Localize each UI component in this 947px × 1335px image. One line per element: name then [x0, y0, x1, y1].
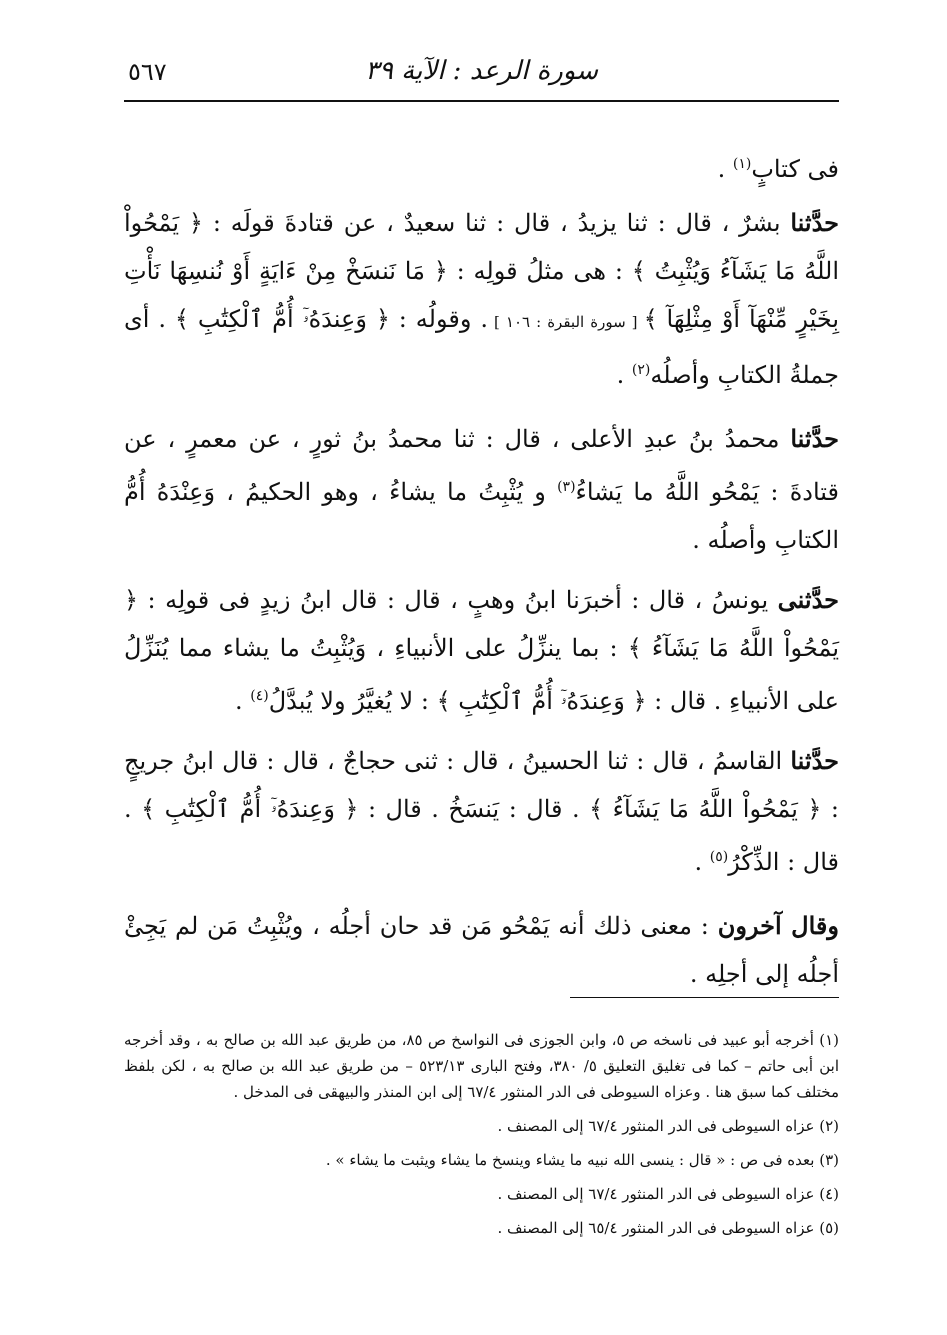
- footnote-marker: (٤): [250, 688, 269, 704]
- text-segment: .: [717, 155, 733, 183]
- surah-reference: [ سورة البقرة : ١٠٦ ]: [487, 313, 644, 331]
- text-segment: .: [616, 361, 632, 389]
- footnote-4: (٤) عزاه السيوطى فى الدر المنثور ٦٧/٤ إلى المصنف .: [497, 1185, 839, 1203]
- paragraph-3: [124, 415, 839, 564]
- text-segment: : لا يُغيَّرُ ولا يُبدَّلُ: [268, 687, 437, 715]
- text-segment: و يُثْبِتُ ما يشاءُ ، وهو الحكيمُ ، وَعِنْدَهُ أُمُّ الكتابِ وأصلُه .: [124, 478, 839, 554]
- text-segment: . أى جملةُ الكتابِ وأصلُه: [124, 305, 839, 389]
- narration-lead: حدَّثنا: [790, 208, 839, 237]
- narration-lead: حدَّثنا: [790, 746, 839, 775]
- text-segment: فى كتابٍ: [751, 155, 839, 183]
- paragraph-1: [124, 140, 839, 193]
- header-rule: [124, 100, 839, 102]
- footnote-3: (٣) بعده فى ص : « قال : ينسى الله نبيه ما يشاء وينسخ ما يشاء ويثبت ما يشاء » .: [325, 1151, 839, 1169]
- quran-quote: ﴿ يَمْحُواْ اللَّهُ مَا يَشَآءُ ﴾: [589, 795, 822, 823]
- page-number: ٥٦٧: [128, 58, 167, 86]
- footnote-1: (١) أخرجه أبو عبيد فى ناسخه ص ٥، وابن الجوزى فى النواسخ ص ٨٥، من طريق عبد الله بن صالح به ، وقد أخرجه ابن أبى حاتم – كما فى تغليق التعليق ٥/ ٣٨٠، وفتح البارى ٥٢٣/١٣ – من طريق عبد الله بن صالح به ، لكن بلفظ مختلف كما سبق هنا . وعزاه السيوطى فى الدر المنثور ٦٧/٤ إلى ابن المنذر والبيهقى فى المدخل .: [124, 1031, 839, 1101]
- text-segment: يونسُ ، قال : أخبرَنا ابنُ وهبٍ ، قال : قال ابنُ زيدٍ فى قولِه :: [138, 586, 778, 614]
- footnotes: [124, 1027, 839, 1249]
- quran-quote: ﴿ وَعِندَهُۥٓ أُمُّ ٱلْكِتَٰبِ ﴾: [141, 795, 359, 823]
- text-segment: محمدُ بنُ عبدِ الأعلى ، قال : ثنا محمدُ بنُ ثورٍ ، عن معمرٍ ، عن قتادةَ : يَمْحُو اللَّهُ ما يَشاءُ: [124, 425, 839, 506]
- paragraph-4: [124, 576, 839, 725]
- footnote-5: (٥) عزاه السيوطى فى الدر المنثور ٦٥/٤ إلى المصنف .: [497, 1219, 839, 1237]
- running-head: [128, 58, 835, 92]
- quran-quote: ﴿ وَعِندَهُۥٓ أُمُّ ٱلْكِتَٰبِ ﴾: [436, 687, 647, 715]
- text-segment: . قال : يَنسَخُ . قال :: [358, 795, 590, 823]
- footnote-rule: [570, 997, 839, 998]
- header-title: سورة الرعد : الآية ٣٩: [364, 56, 599, 86]
- narration-lead: وقال آخرون: [717, 911, 839, 940]
- paragraph-2: [124, 199, 839, 399]
- text-segment: بشرٌ ، قال : ثنا يزيدُ ، قال : ثنا سعيدٌ ، عن قتادةَ قولَه :: [203, 209, 791, 237]
- narration-lead: حدَّثنا: [790, 424, 839, 453]
- paragraph-5: [124, 737, 839, 886]
- footnote-marker: (٢): [631, 362, 651, 378]
- quran-quote: ﴿ يَمْحُواْ اللَّهُ مَا يَشَآءُ ﴾: [124, 586, 839, 662]
- text-segment: : معنى ذلك أنه يَمْحُو مَن قد حان أجلُه ، ويُثْبِتُ مَن لم يَجِئْ أجلُه إلى أجلِه .: [124, 912, 839, 988]
- footnote-marker: (٥): [709, 849, 729, 865]
- narration-lead: حدَّثنى: [777, 585, 839, 614]
- footnote-marker: (٣): [557, 479, 576, 495]
- text-segment: القاسمُ ، قال : ثنا الحسينُ ، قال : ثنى حجاجٌ ، قال : قال ابنُ جريجٍ :: [124, 747, 840, 823]
- paragraph-6: [124, 902, 839, 998]
- quran-quote: ﴿ يَمْحُواْ اللَّهُ مَا يَشَآءُ وَيُثْبِتُ ﴾: [124, 209, 840, 285]
- text-segment: : بما ينزِّلُ على الأنبياءِ ، وَيُثْبِتُ ما يشاء مما يُنَزِّلُ على الأنبياءِ . قال :: [124, 634, 839, 715]
- quran-quote: ﴿ وَعِندَهُۥٓ أُمُّ ٱلْكِتَٰبِ ﴾: [174, 305, 390, 333]
- footnote-marker: (١): [732, 156, 752, 172]
- text-segment: .: [694, 848, 710, 876]
- main-text: [124, 140, 839, 998]
- text-segment: . قال : الذِّكْرُ: [124, 795, 839, 876]
- text-segment: : هى مثلُ قولِه :: [447, 257, 632, 285]
- quran-quote: ﴿ مَا نَنسَخْ مِنْ ءَايَةٍ أَوْ نُنسِهَا نَأْتِ بِخَيْرٍ مِّنْهَآ أَوْ مِثْلِهَآ ﴾: [124, 257, 840, 333]
- footnote-2: (٢) عزاه السيوطى فى الدر المنثور ٦٧/٤ إلى المصنف .: [497, 1117, 839, 1135]
- text-segment: .: [234, 687, 251, 715]
- text-segment: . وقولُه :: [389, 305, 488, 333]
